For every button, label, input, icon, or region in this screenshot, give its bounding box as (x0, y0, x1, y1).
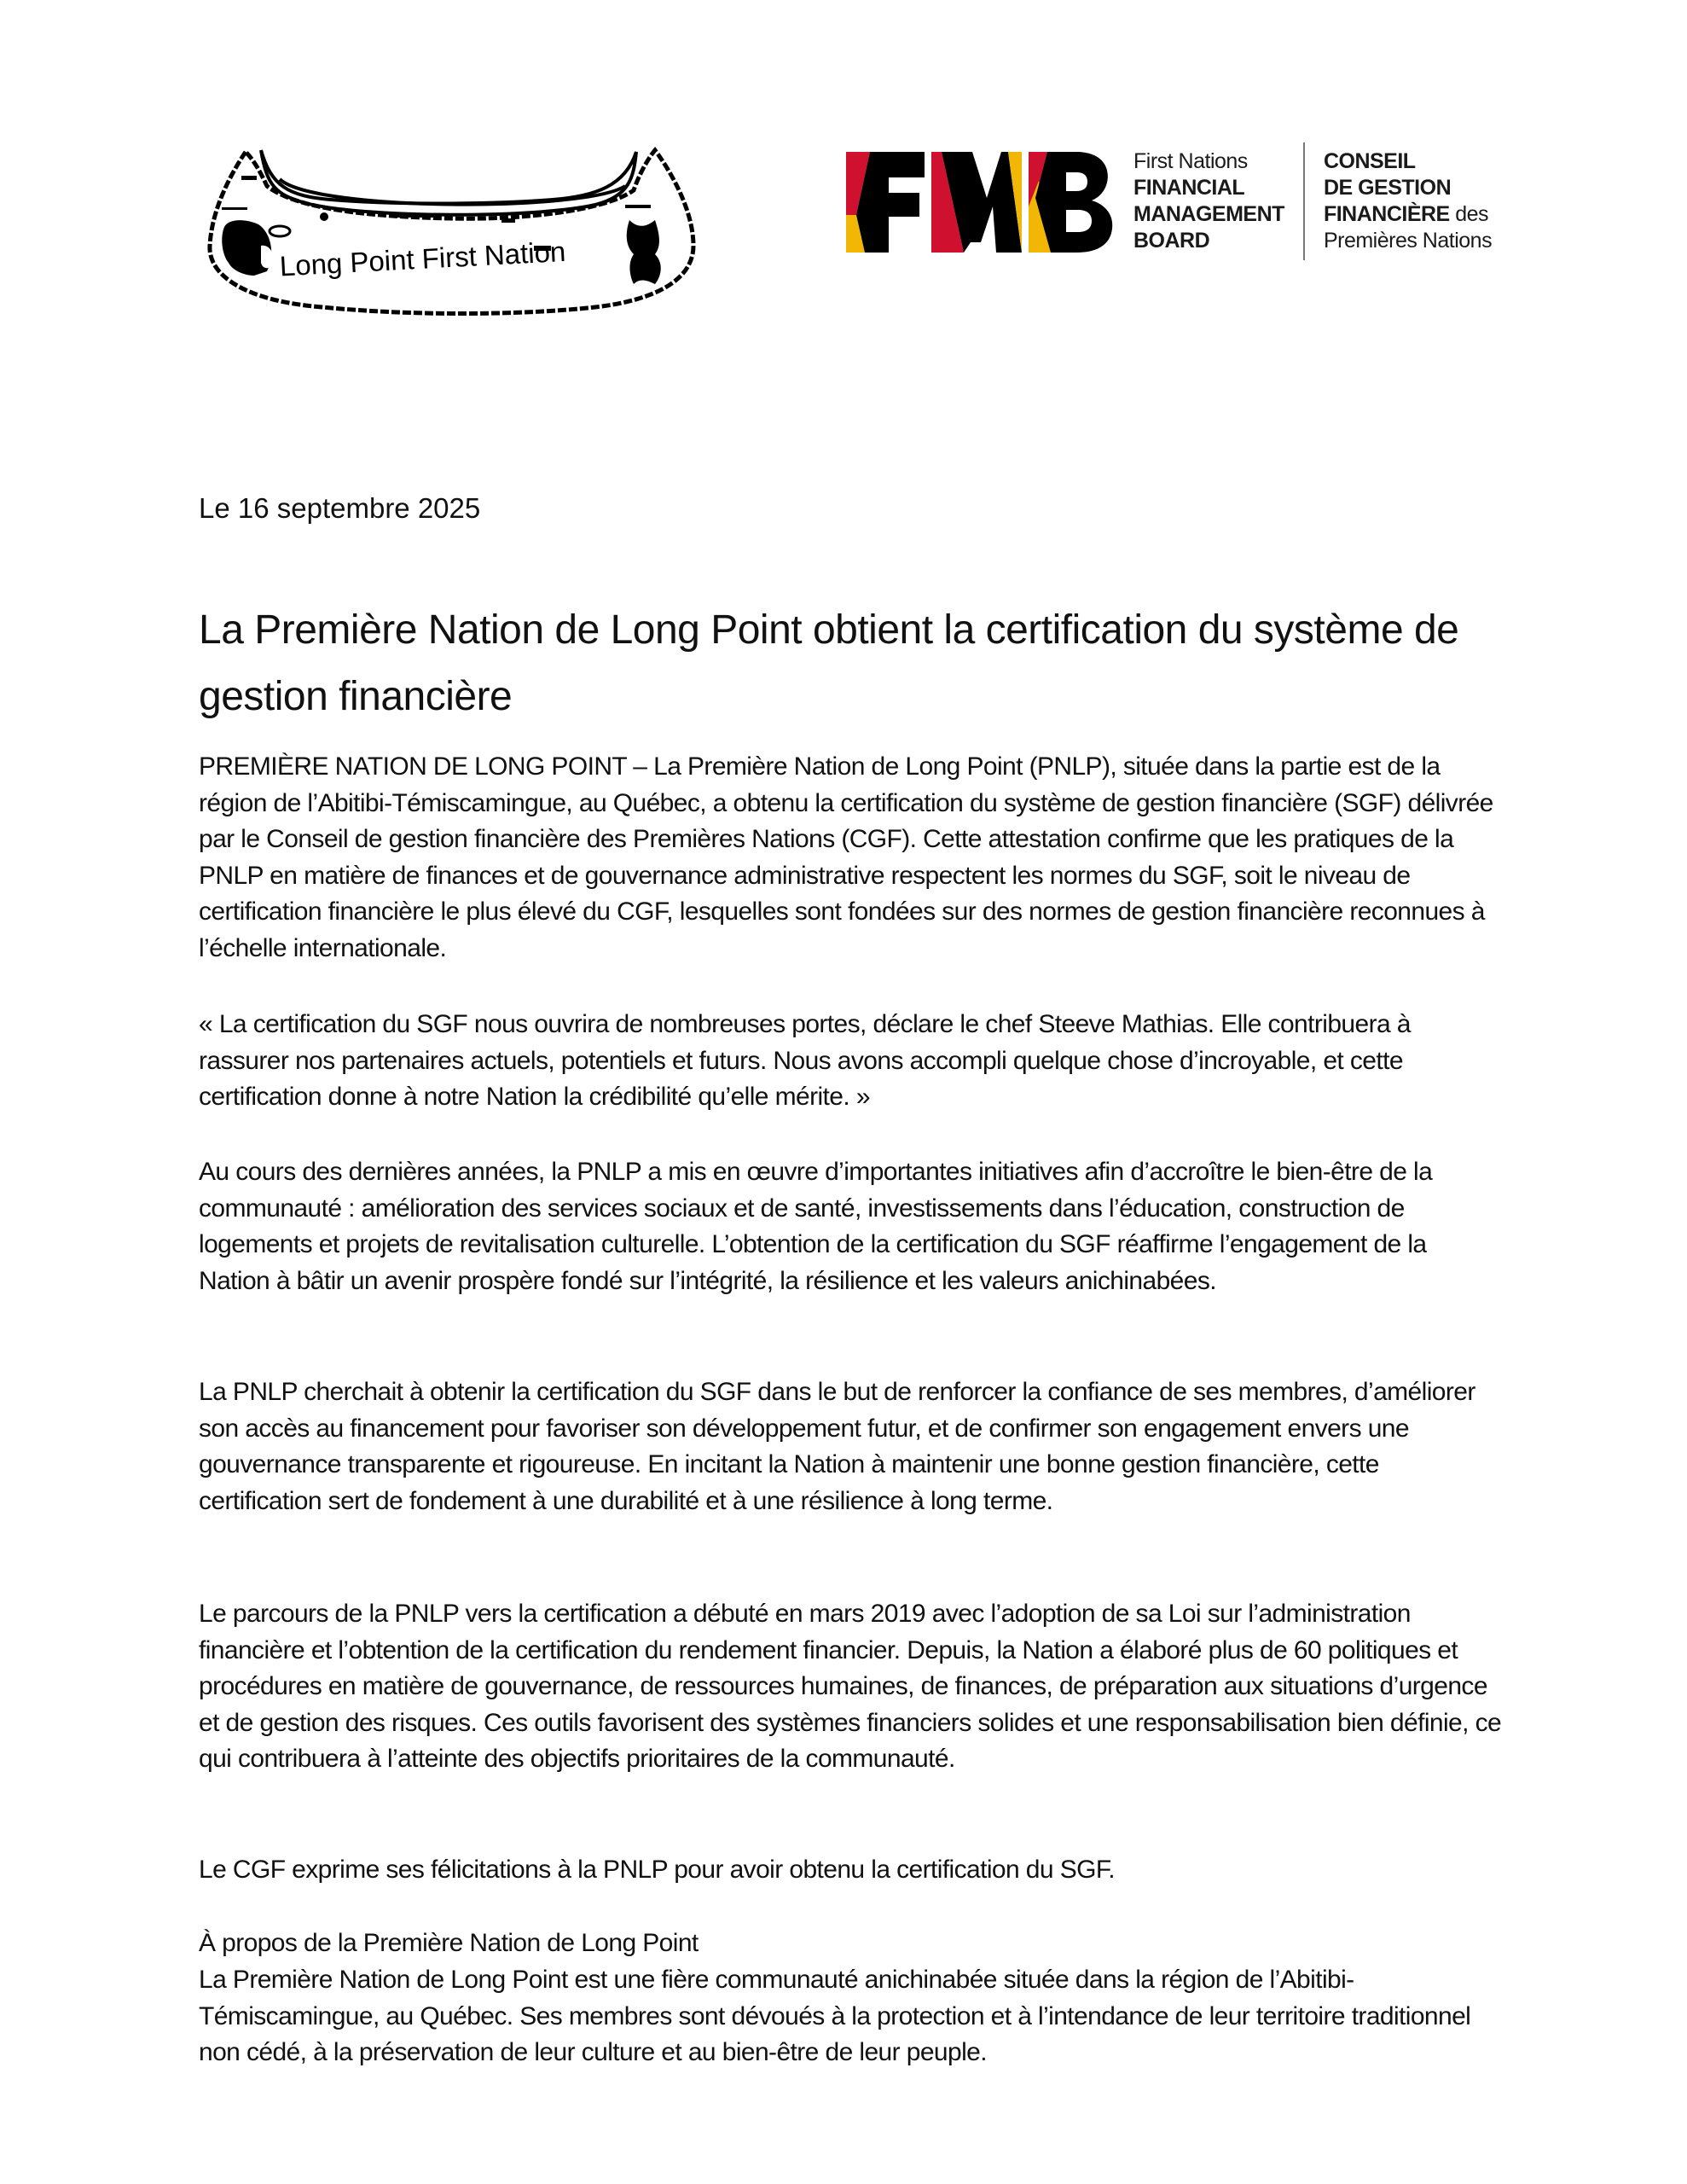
fmb-line: MANAGEMENT (1133, 202, 1284, 226)
fmb-mark-icon (846, 147, 1115, 256)
fmb-english-name (1133, 148, 1284, 254)
fmb-line: CONSEIL (1323, 149, 1416, 173)
fmb-french-name (1324, 148, 1492, 254)
logo-divider (1303, 142, 1305, 260)
paragraph: PREMIÈRE NATION DE LONG POINT – La Première Nation de Long Point (PNLP), située dans la partie est de la région de l’Abitibi-Témiscamingue, au Québec, a obtenu la certification du système de gestion financière (SGF) délivrée par le Conseil de gestion financière des Premières Nations (CGF). Cette attestation confirme que les pratiques de la PNLP en matière de finances et de gouvernance administrative respectent les normes du SGF, soit le niveau de certification financière le plus élevé du CGF, lesquelles sont fondées sur des normes de gestion financière reconnues à l’échelle internationale. (199, 752, 1493, 962)
long-point-first-nation-logo (194, 126, 706, 321)
fmb-logo (846, 142, 1494, 261)
paragraph: Au cours des dernières années, la PNLP a mis en œuvre d’importantes initiatives afin d’accroître le bien-être de la communauté : amélioration des services sociaux et de santé, investissements dans l’éducation, construction de logements et projets de revitalisation culturelle. L’obtention de la certification du SGF réaffirme l’engagement de la Nation à bâtir un avenir prospère fondé sur l’intégrité, la résilience et les valeurs anichinabées. (199, 1158, 1433, 1295)
fmb-line: Premières Nations (1323, 229, 1493, 253)
canoe-logo-icon (194, 126, 706, 321)
page-title: La Première Nation de Long Point obtient la certification du système de gestion financière (199, 607, 1459, 719)
fmb-line: First Nations (1133, 149, 1248, 173)
paragraph: « La certification du SGF nous ouvrira de nombreuses portes, déclare le chef Steeve Mathias. Elle contribuera à rassurer nos partenaires actuels, potentiels et futurs. Nous avons accompli quelque chose d’incroyable, et cette certification donne à notre Nation la crédibilité qu’elle mérite. » (199, 1010, 1411, 1112)
fmb-line: DE GESTION (1323, 176, 1452, 200)
logo-text: Long Point First Nation (278, 235, 567, 282)
paragraph: La PNLP cherchait à obtenir la certification du SGF dans le but de renforcer la confiance de ses membres, d’améliorer son accès au financement pour favoriser son développement futur, et de confirmer son engagement envers une gouvernance transparente et rigoureuse. En incitant la Nation à maintenir une bonne gestion financière, cette certification sert de fondement à une durabilité et à une résilience à long terme. (199, 1378, 1475, 1515)
paragraph: Le parcours de la PNLP vers la certification a débuté en mars 2019 avec l’adoption de sa Loi sur l’administration financière et l’obtention de la certification du rendement financier. Depuis, la Nation a élaboré plus de 60 politiques et procédures en matière de gouvernance, de ressources humaines, de finances, de préparation aux situations d’urgence et de gestion des risques. Ces outils favorisent des systèmes financiers solides et une responsabilisation bien définie, ce qui contribuera à l’atteinte des objectifs prioritaires de la communauté. (199, 1600, 1502, 1774)
paragraph: Le CGF exprime ses félicitations à la PNLP pour avoir obtenu la certification du SGF. (199, 1856, 1115, 1884)
fmb-line: FINANCIÈRE (1323, 202, 1450, 226)
about-paragraph: La Première Nation de Long Point est une fière communauté anichinabée située dans la région de l’Abitibi-Témiscamingue, au Québec. Ses membres sont dévoués à la protection et à l’intendance de leur territoire traditionnel non cédé, à la préservation de leur culture et au bien-être de leur peuple. (199, 1966, 1471, 2067)
fmb-line: BOARD (1133, 229, 1210, 253)
fmb-line: FINANCIAL (1133, 176, 1245, 200)
about-heading: À propos de la Première Nation de Long Point (199, 1929, 699, 1957)
release-date: Le 16 septembre 2025 (199, 492, 481, 524)
fmb-line: des (1455, 202, 1488, 226)
